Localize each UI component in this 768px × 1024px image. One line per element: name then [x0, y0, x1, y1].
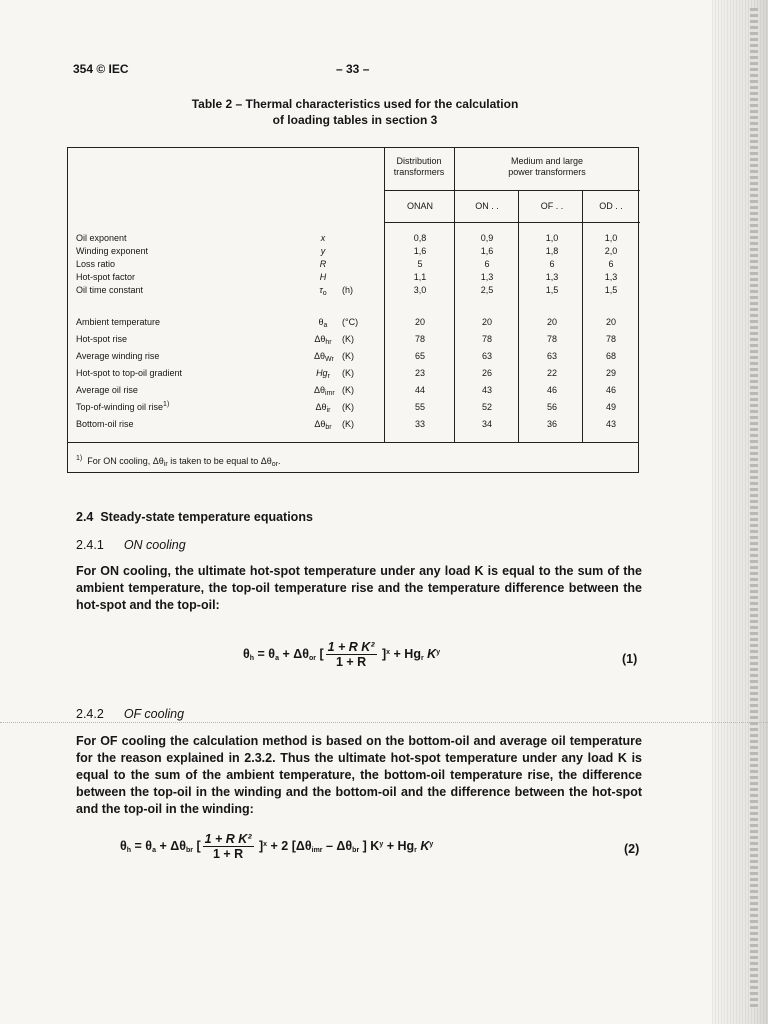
table-divider	[384, 222, 640, 223]
cell-value: 55	[414, 402, 425, 412]
table-divider	[518, 190, 519, 442]
cell-value: 1,8	[545, 246, 559, 256]
page-number: – 33 –	[336, 62, 370, 76]
row-label: Top-of-winding oil rise$^{1)}$	[76, 401, 170, 412]
paragraph-of-cooling: For OF cooling the calculation method is based on the bottom-oil and average oil temperature for the reason explained in 2.3.2. Thus the ultimate hot-spot temperature under any load K is equal to the sum of the ambient temperature, the bottom-oil temperature rise, the difference between the top-oil in the winding and the bottom-oil and the difference between the hot-spot and the top-oil in the winding:	[76, 734, 642, 816]
equation-2: $\theta_h = \theta_a + \Delta\theta_{br}$ [ $\frac{\text{1 + R K²}}{1 + R}$ ]$^x$ + 2 [$\Delta\theta_{imr} - \Delta\theta_{br}$ ] $K^y + Hg_r$ $K^y$	[120, 832, 434, 861]
cell-value: 43	[481, 385, 492, 395]
cell-value: 36	[546, 419, 557, 429]
cell-value: 52	[481, 402, 492, 412]
cell-value: 34	[481, 419, 492, 429]
cell-value: 63	[546, 351, 557, 361]
row-unit: (K)	[342, 334, 354, 344]
paragraph-on-cooling: For ON cooling, the ultimate hot-spot temperature under any load K is equal to the sum of the ambient temperature, the top-oil temperature rise and the temperature difference between the hot-spot and the top-oil:	[76, 564, 642, 612]
cell-value: 43	[605, 419, 616, 429]
col-header-onan: ONAN	[406, 201, 433, 211]
row-symbol: $\Delta\theta_{hr}$	[314, 334, 332, 346]
equation-1: $\theta_h = \theta_a + \Delta\theta_{or}$ [ $\frac{\text{1 + R K²}}{1 + R}$ ]$^x + Hg_r$ $K^y$	[243, 640, 441, 669]
row-symbol: $Hg_r$	[316, 368, 330, 380]
cell-value: 46	[546, 385, 557, 395]
cell-value: 1,5	[545, 285, 559, 295]
cell-value: 1,5	[604, 285, 618, 295]
cell-value: 0,8	[413, 233, 427, 243]
cell-value: 1,3	[480, 272, 494, 282]
row-unit: (K)	[342, 368, 354, 378]
cell-value: 49	[605, 402, 616, 412]
row-label: Average winding rise	[76, 351, 160, 361]
table-title	[120, 96, 590, 128]
cell-value: 6	[484, 259, 490, 269]
col-header-of: OF . .	[540, 201, 564, 211]
row-unit: (K)	[342, 385, 354, 395]
cell-value: 20	[481, 317, 492, 327]
cell-value: 1,6	[413, 246, 427, 256]
cell-value: 0,9	[480, 233, 494, 243]
cell-value: 26	[481, 368, 492, 378]
thermal-characteristics-table	[67, 147, 639, 473]
col-group-distribution: Distribution transformers	[393, 156, 445, 177]
cell-value: 6	[608, 259, 614, 269]
cell-value: 1,3	[545, 272, 559, 282]
cell-value: 20	[605, 317, 616, 327]
row-unit: (°C)	[342, 317, 359, 327]
cell-value: 23	[414, 368, 425, 378]
row-unit: (K)	[342, 351, 354, 361]
cell-value: 1,0	[545, 233, 559, 243]
table-divider	[68, 442, 638, 443]
cell-value: 78	[414, 334, 425, 344]
subsection-heading-of: 2.4.2 OF cooling	[76, 707, 185, 721]
table-footnote: $^{1)}$ For ON cooling, $\Delta\theta_{ir}$ is taken to be equal to $\Delta\theta_{or}$.	[76, 455, 281, 468]
row-symbol: x	[320, 233, 326, 243]
row-symbol: R	[319, 259, 327, 269]
row-symbol: y	[320, 246, 326, 256]
row-label: Ambient temperature	[76, 317, 161, 327]
cell-value: 5	[417, 259, 423, 269]
col-header-on: ON . .	[475, 201, 499, 211]
cell-value: 6	[549, 259, 555, 269]
row-symbol: H	[319, 272, 327, 282]
cell-value: 1,0	[604, 233, 618, 243]
table-title-line2: of loading tables in section 3	[272, 113, 438, 127]
col-group-power: Medium and large power transformers	[508, 156, 586, 177]
row-unit: (K)	[342, 402, 354, 412]
row-unit: (K)	[342, 419, 354, 429]
cell-value: 63	[481, 351, 492, 361]
row-label: Winding exponent	[76, 246, 149, 256]
cell-value: 33	[414, 419, 425, 429]
cell-value: 3,0	[413, 285, 427, 295]
subsection-heading-on: 2.4.1 ON cooling	[76, 538, 186, 552]
row-symbol: $\Delta\theta_{Wr}$	[314, 351, 334, 363]
section-heading: 2.4 Steady-state temperature equations	[76, 510, 313, 524]
table-divider	[384, 148, 385, 442]
cell-value: 2,0	[604, 246, 618, 256]
cell-value: 56	[546, 402, 557, 412]
row-label: Bottom-oil rise	[76, 419, 134, 429]
row-symbol: $\tau_o$	[319, 285, 327, 297]
cell-value: 68	[605, 351, 616, 361]
cell-value: 20	[414, 317, 425, 327]
cell-value: 29	[605, 368, 616, 378]
row-label: Hot-spot rise	[76, 334, 128, 344]
equation-2-number: (2)	[624, 842, 640, 856]
row-label: Average oil rise	[76, 385, 138, 395]
row-unit: (h)	[342, 285, 353, 295]
row-symbol: $\Delta\theta_{ir}$	[315, 402, 331, 414]
cell-value: 22	[546, 368, 557, 378]
row-symbol: $\theta_a$	[318, 317, 328, 329]
page-header-left: 354 © IEC	[73, 62, 129, 76]
cell-value: 2,5	[480, 285, 494, 295]
row-label: Oil exponent	[76, 233, 127, 243]
cell-value: 78	[481, 334, 492, 344]
row-symbol: $\Delta\theta_{imr}$	[314, 385, 335, 397]
cell-value: 1,3	[604, 272, 618, 282]
equation-1-number: (1)	[622, 652, 638, 666]
table-title-line1: Table 2 – Thermal characteristics used for the calculation	[191, 97, 519, 111]
cell-value: 44	[414, 385, 425, 395]
row-label: Hot-spot to top-oil gradient	[76, 368, 183, 378]
cell-value: 1,6	[480, 246, 494, 256]
row-label: Oil time constant	[76, 285, 144, 295]
row-label: Loss ratio	[76, 259, 116, 269]
cell-value: 46	[605, 385, 616, 395]
cell-value: 1,1	[413, 272, 427, 282]
scanned-binding-edge	[712, 0, 768, 1024]
cell-value: 65	[414, 351, 425, 361]
cell-value: 78	[546, 334, 557, 344]
cell-value: 78	[605, 334, 616, 344]
table-divider	[454, 148, 455, 442]
table-divider	[384, 190, 640, 191]
row-label: Hot-spot factor	[76, 272, 136, 282]
row-symbol: $\Delta\theta_{br}$	[314, 419, 332, 431]
cell-value: 20	[546, 317, 557, 327]
col-header-od: OD . .	[599, 201, 623, 211]
scan-artifact-line	[0, 722, 768, 723]
